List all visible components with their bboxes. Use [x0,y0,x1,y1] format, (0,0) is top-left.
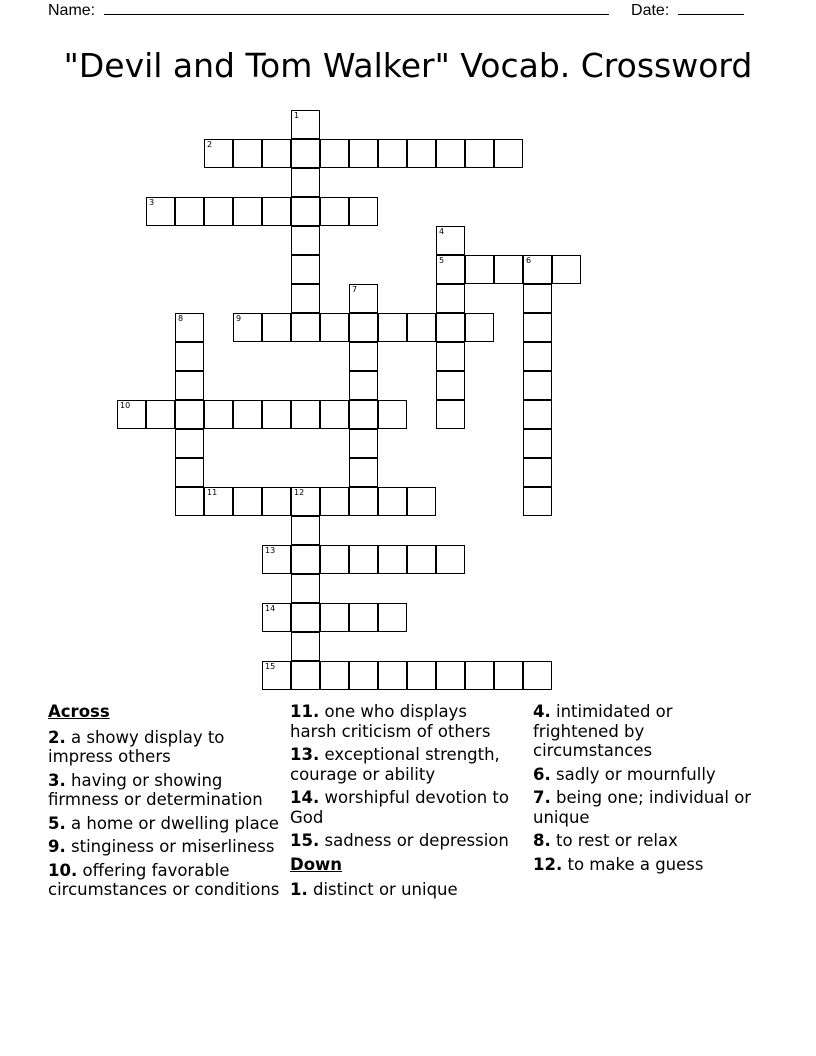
grid-cell[interactable] [291,313,320,342]
grid-cell[interactable] [291,516,320,545]
grid-cell[interactable] [523,371,552,400]
grid-cell[interactable] [262,603,291,632]
grid-cell[interactable] [349,458,378,487]
grid-cell[interactable] [291,400,320,429]
grid-cell[interactable] [233,313,262,342]
grid-cell[interactable] [349,139,378,168]
grid-cell[interactable] [523,342,552,371]
grid-cell[interactable] [175,400,204,429]
grid-cell[interactable] [349,342,378,371]
grid-cell[interactable] [523,400,552,429]
clue-column-2 [290,702,512,904]
clue-number: 11 [207,488,218,497]
grid-cell[interactable] [262,313,291,342]
grid-cell[interactable] [175,458,204,487]
clue-number: 7 [352,285,358,294]
grid-cell[interactable] [378,487,407,516]
grid-cell[interactable] [436,313,465,342]
date-label: Date: [631,2,670,19]
clue-number: 5 [439,256,445,265]
grid-cell[interactable] [291,226,320,255]
grid-cell[interactable] [320,139,349,168]
grid-cell[interactable] [175,487,204,516]
grid-cell[interactable] [320,603,349,632]
clue-number: 6 [526,256,532,265]
clue-column-3 [533,702,755,878]
clue-number: 4 [439,227,445,236]
grid-cell[interactable] [552,255,581,284]
grid-cell[interactable] [494,255,523,284]
grid-cell[interactable] [436,342,465,371]
clue-number: 8 [178,314,184,323]
grid-cell[interactable] [175,197,204,226]
grid-cell[interactable] [262,545,291,574]
name-label: Name: [48,2,96,19]
grid-cell[interactable] [378,661,407,690]
down-clue: 6. sadly or mournfully [533,764,716,784]
grid-cell[interactable] [436,226,465,255]
across-clue: 13. exceptional strength, courage or ability [290,745,500,784]
grid-cell[interactable] [291,603,320,632]
grid-cell[interactable] [291,255,320,284]
grid-cell[interactable] [204,139,233,168]
grid-cell[interactable] [349,487,378,516]
grid-cell[interactable] [407,487,436,516]
grid-cell[interactable] [291,487,320,516]
grid-cell[interactable] [349,400,378,429]
grid-cell[interactable] [378,139,407,168]
clue-number: 2 [207,140,213,149]
grid-cell[interactable] [378,400,407,429]
grid-cell[interactable] [175,313,204,342]
grid-cell[interactable] [262,197,291,226]
grid-cell[interactable] [407,313,436,342]
grid-cell[interactable] [349,661,378,690]
grid-cell[interactable] [494,139,523,168]
grid-cell[interactable] [291,197,320,226]
grid-cell[interactable] [291,168,320,197]
down-clue: 1. distinct or unique [290,880,458,899]
grid-cell[interactable] [146,197,175,226]
grid-cell[interactable] [349,371,378,400]
grid-cell[interactable] [407,661,436,690]
down-heading: Down [290,854,343,874]
grid-cell[interactable] [262,487,291,516]
grid-cell[interactable] [465,313,494,342]
grid-cell[interactable] [523,255,552,284]
grid-cell[interactable] [204,487,233,516]
across-clue: 2. a showy display to impress others [48,727,225,766]
clue-number: 1 [294,111,300,120]
across-clue: 14. worshipful devotion to God [290,788,509,827]
clue-number: 12 [294,488,305,497]
grid-cell[interactable] [523,487,552,516]
grid-cell[interactable] [291,632,320,661]
grid-cell[interactable] [436,371,465,400]
grid-cell[interactable] [291,284,320,313]
grid-cell[interactable] [494,661,523,690]
grid-cell[interactable] [349,313,378,342]
grid-cell[interactable] [175,371,204,400]
page-title: "Devil and Tom Walker" Vocab. Crossword [63,46,753,85]
grid-cell[interactable] [320,313,349,342]
grid-cell[interactable] [320,661,349,690]
grid-cell[interactable] [262,661,291,690]
grid-cell[interactable] [233,197,262,226]
grid-cell[interactable] [291,545,320,574]
grid-cell[interactable] [436,255,465,284]
grid-cell[interactable] [175,342,204,371]
grid-cell[interactable] [320,487,349,516]
down-clue: 12. to make a guess [533,854,704,874]
clue-number: 14 [265,604,276,613]
grid-cell[interactable] [233,139,262,168]
grid-cell[interactable] [407,545,436,574]
grid-cell[interactable] [378,603,407,632]
across-clue: 3. having or showing firmness or determination [48,770,263,809]
grid-cell[interactable] [291,110,320,139]
grid-cell[interactable] [320,197,349,226]
grid-cell[interactable] [233,400,262,429]
grid-cell[interactable] [523,313,552,342]
grid-cell[interactable] [436,139,465,168]
grid-cell[interactable] [465,139,494,168]
down-clue: 4. intimidated or frightened by circumstances [533,702,673,760]
grid-cell[interactable] [291,574,320,603]
grid-cell[interactable] [146,400,175,429]
grid-cell[interactable] [117,400,146,429]
grid-cell[interactable] [378,313,407,342]
grid-cell[interactable] [523,661,552,690]
grid-cell[interactable] [233,487,262,516]
across-clue: 9. stinginess or miserliness [48,837,275,856]
grid-cell[interactable] [349,429,378,458]
clue-column-1 [48,702,288,904]
across-clue: 15. sadness or depression [290,831,509,850]
grid-cell[interactable] [436,400,465,429]
grid-cell[interactable] [175,429,204,458]
grid-cell[interactable] [436,545,465,574]
grid-cell[interactable] [204,197,233,226]
grid-cell[interactable] [349,284,378,313]
clue-number: 15 [265,662,276,671]
grid-cell[interactable] [378,545,407,574]
grid-cell[interactable] [204,400,233,429]
grid-cell[interactable] [349,603,378,632]
grid-cell[interactable] [349,545,378,574]
grid-cell[interactable] [436,661,465,690]
clue-number: 13 [265,546,276,555]
grid-cell[interactable] [523,429,552,458]
grid-cell[interactable] [523,458,552,487]
grid-cell[interactable] [262,139,291,168]
grid-cell[interactable] [523,284,552,313]
grid-cell[interactable] [465,255,494,284]
grid-cell[interactable] [407,139,436,168]
across-heading: Across [48,702,110,721]
grid-cell[interactable] [465,661,494,690]
grid-cell[interactable] [291,139,320,168]
grid-cell[interactable] [436,284,465,313]
across-clue: 10. offering favorable circumstances or conditions [48,860,280,899]
grid-cell[interactable] [291,661,320,690]
grid-cell[interactable] [320,400,349,429]
clue-number: 9 [236,314,242,323]
across-clue: 5. a home or dwelling place [48,813,279,833]
clue-number: 10 [120,401,131,410]
across-clue: 11. one who displays harsh criticism of others [290,702,491,741]
grid-cell[interactable] [349,197,378,226]
down-clue: 8. to rest or relax [533,831,678,850]
grid-cell[interactable] [320,545,349,574]
grid-cell[interactable] [262,400,291,429]
clue-number: 3 [149,198,155,207]
down-clue: 7. being one; individual or unique [533,788,752,827]
